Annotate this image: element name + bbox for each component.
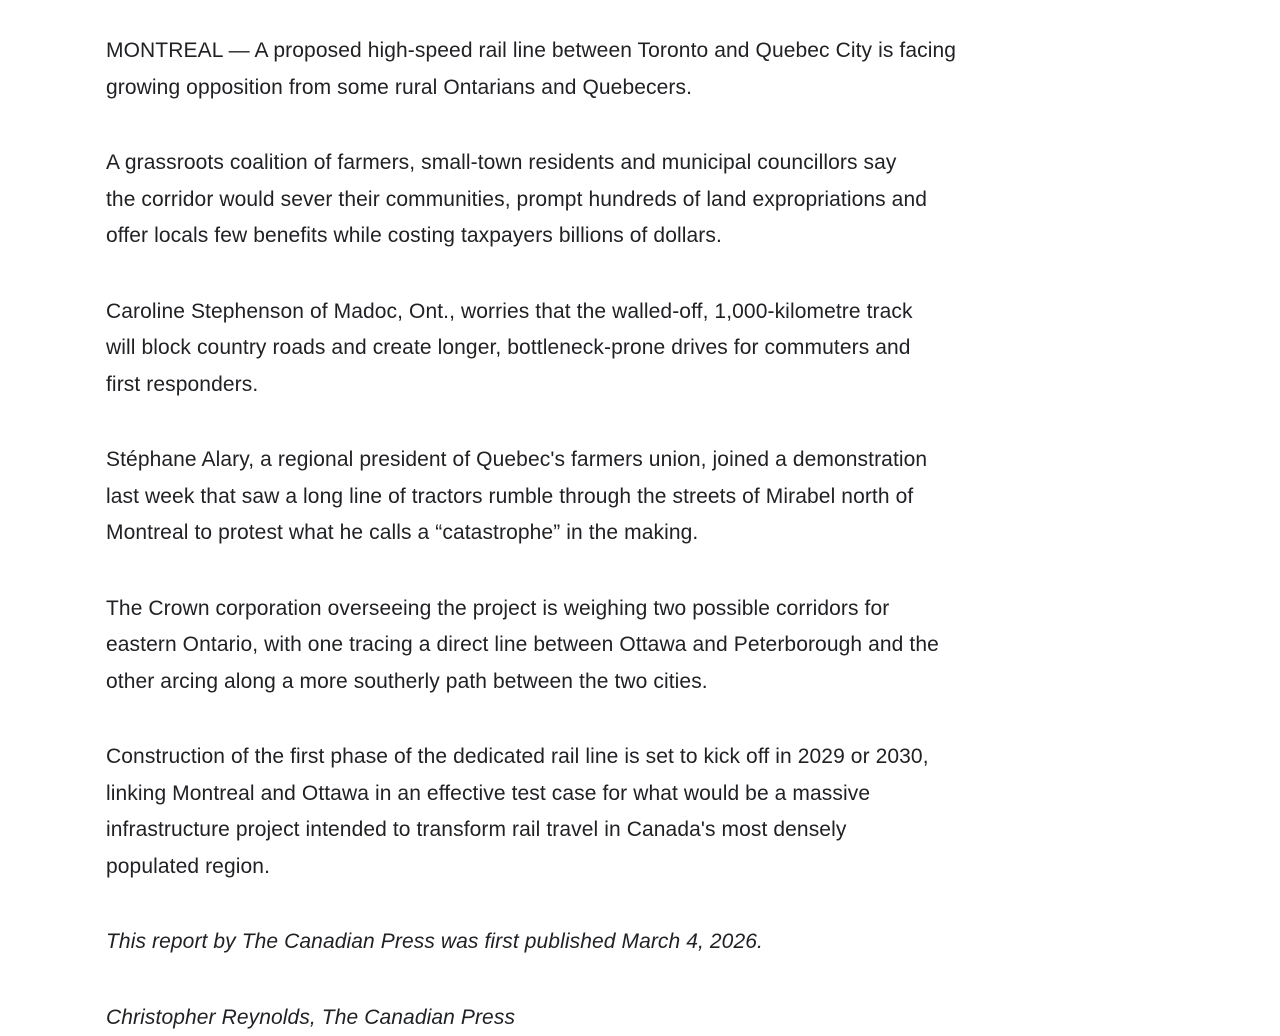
article-paragraph [106,442,1280,552]
paragraph-line: Stéphane Alary, a regional president of Quebec's farmers union, joined a demonstration [106,442,1280,479]
paragraph-line: This report by The Canadian Press was first published March 4, 2026. [106,924,1280,961]
paragraph-line: other arcing along a more southerly path between the two cities. [106,664,1280,701]
paragraph-line: offer locals few benefits while costing taxpayers billions of dollars. [106,218,1280,255]
paragraph-line: Caroline Stephenson of Madoc, Ont., worries that the walled-off, 1,000-kilometre track [106,294,1280,331]
paragraph-line: MONTREAL — A proposed high-speed rail line between Toronto and Quebec City is facing [106,33,1280,70]
paragraph-line: first responders. [106,367,1280,404]
paragraph-line: populated region. [106,849,1280,886]
article-paragraph [106,33,1280,106]
article-publication-note [106,924,1280,961]
paragraph-line: Montreal to protest what he calls a “catastrophe” in the making. [106,515,1280,552]
paragraph-line: A grassroots coalition of farmers, small-town residents and municipal councillors say [106,145,1280,182]
article-paragraph [106,739,1280,885]
paragraph-line: linking Montreal and Ottawa in an effective test case for what would be a massive [106,776,1280,813]
paragraph-line: Christopher Reynolds, The Canadian Press [106,1000,1280,1036]
paragraph-line: growing opposition from some rural Ontarians and Quebecers. [106,70,1280,107]
article-byline [106,1000,1280,1036]
paragraph-line: infrastructure project intended to transform rail travel in Canada's most densely [106,812,1280,849]
paragraph-line: The Crown corporation overseeing the project is weighing two possible corridors for [106,591,1280,628]
article-paragraph [106,294,1280,404]
article-paragraph [106,145,1280,255]
paragraph-line: Construction of the first phase of the dedicated rail line is set to kick off in 2029 or 2030, [106,739,1280,776]
paragraph-line: the corridor would sever their communities, prompt hundreds of land expropriations and [106,182,1280,219]
article-paragraph [106,591,1280,701]
paragraph-line: will block country roads and create longer, bottleneck-prone drives for commuters and [106,330,1280,367]
paragraph-line: eastern Ontario, with one tracing a direct line between Ottawa and Peterborough and the [106,627,1280,664]
paragraph-line: last week that saw a long line of tractors rumble through the streets of Mirabel north of [106,479,1280,516]
